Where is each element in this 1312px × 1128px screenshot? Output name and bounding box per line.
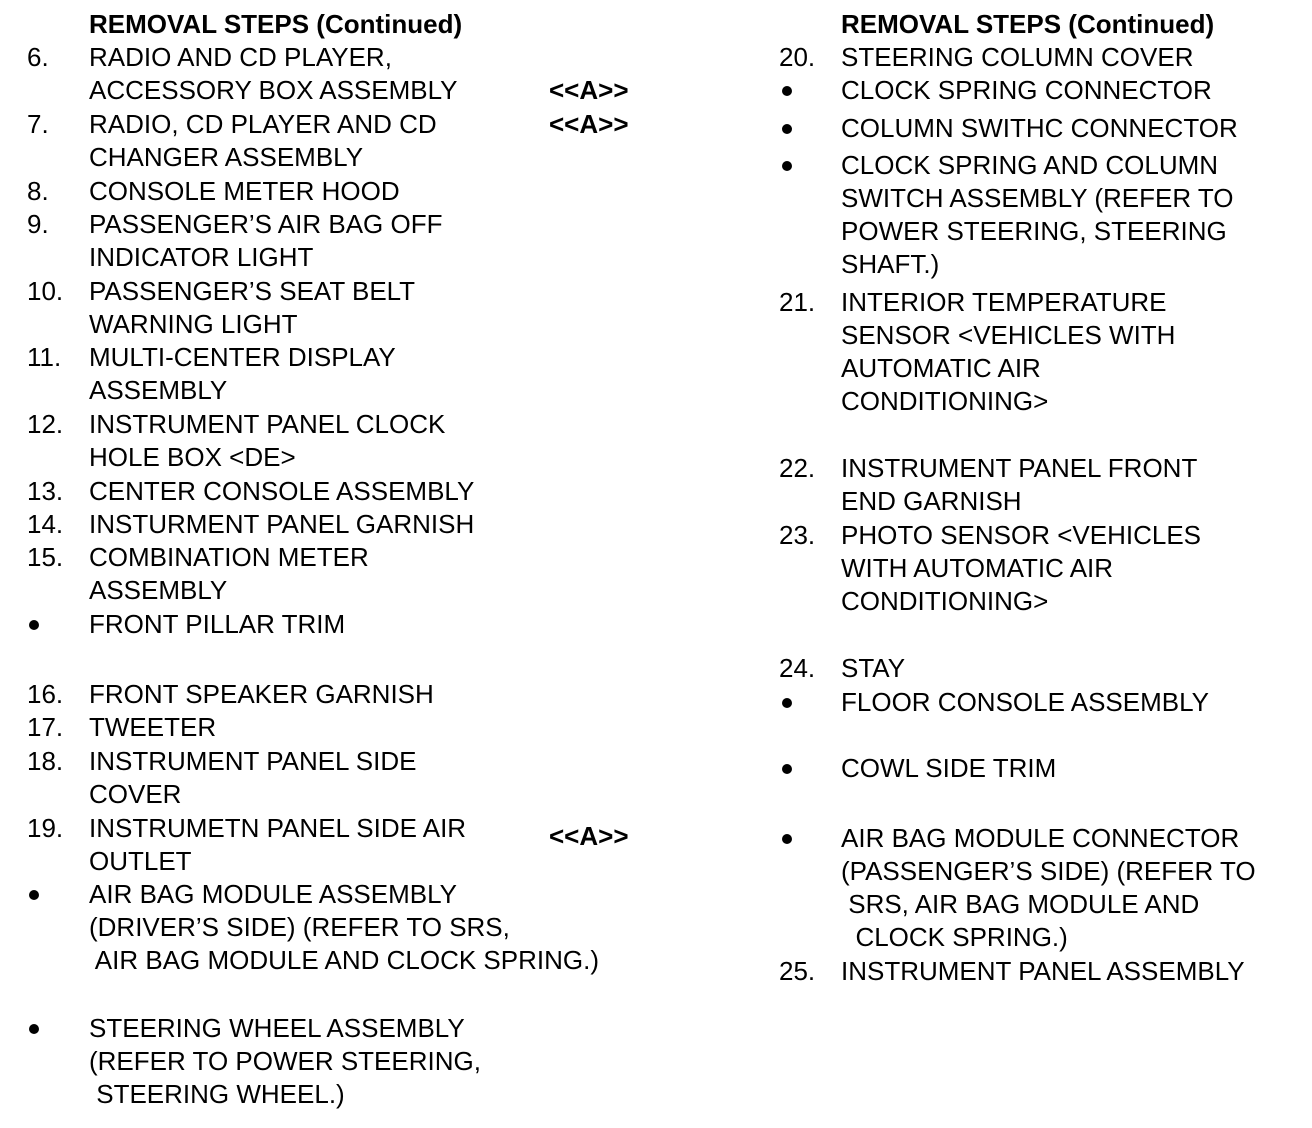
reference-mark: <<A>> — [549, 75, 629, 105]
step-text — [89, 878, 599, 977]
step-text-line: PHOTO SENSOR <VEHICLES — [841, 520, 1202, 550]
step-text-line: STEERING COLUMN COVER — [841, 42, 1194, 72]
step-text-line: ASSEMBLY — [89, 575, 228, 605]
reference-mark: <<A>> — [549, 821, 629, 851]
bullet-icon — [782, 834, 792, 844]
step-text-line: OUTLET — [89, 846, 192, 876]
step-number: 18. — [27, 746, 64, 776]
step-number: 16. — [27, 679, 64, 709]
step-text-line: INSTRUMETN PANEL SIDE AIR — [89, 813, 467, 843]
step-text — [841, 452, 1197, 518]
step-text-line: ASSEMBLY — [89, 375, 228, 405]
step-text — [841, 41, 1194, 74]
step-text-line: SENSOR <VEHICLES WITH — [841, 320, 1176, 350]
step-number: 12. — [27, 409, 64, 439]
step-text-line: (DRIVER’S SIDE) (REFER TO SRS, — [89, 912, 510, 942]
step-text-line: HOLE BOX <DE> — [89, 442, 296, 472]
step-text — [89, 41, 457, 107]
step-text — [841, 686, 1209, 719]
step-text-line: ACCESSORY BOX ASSEMBLY — [89, 75, 458, 105]
step-number: 14. — [27, 509, 64, 539]
step-text-line: INSTURMENT PANEL GARNISH — [89, 509, 475, 539]
step-number: 25. — [779, 956, 816, 986]
step-text-line: SWITCH ASSEMBLY (REFER TO — [841, 183, 1234, 213]
step-text-line: INSTRUMENT PANEL SIDE — [89, 746, 417, 776]
step-text-line: AIR BAG MODULE ASSEMBLY — [89, 879, 457, 909]
step-text-line: AIR BAG MODULE AND CLOCK SPRING.) — [89, 945, 599, 975]
step-text-line: COWL SIDE TRIM — [841, 753, 1057, 783]
step-text — [89, 812, 466, 878]
step-text-line: MULTI-CENTER DISPLAY — [89, 342, 396, 372]
step-text-line: (PASSENGER’S SIDE) (REFER TO — [841, 856, 1256, 886]
step-number: 9. — [27, 209, 49, 239]
step-text — [89, 408, 445, 474]
step-text-line: INSTRUMENT PANEL ASSEMBLY — [841, 956, 1245, 986]
step-number: 15. — [27, 542, 64, 572]
step-number: 22. — [779, 453, 816, 483]
step-number: 19. — [27, 813, 64, 843]
step-number: 13. — [27, 476, 64, 506]
step-text — [841, 652, 905, 685]
step-text-line: STAY — [841, 653, 906, 683]
step-text-line: FLOOR CONSOLE ASSEMBLY — [841, 687, 1209, 717]
step-text-line: INTERIOR TEMPERATURE — [841, 287, 1167, 317]
bullet-icon — [29, 1024, 39, 1034]
step-number: 21. — [779, 287, 816, 317]
step-text-line: AUTOMATIC AIR — [841, 353, 1041, 383]
step-text-line: WITH AUTOMATIC AIR — [841, 553, 1114, 583]
step-text-line: CLOCK SPRING CONNECTOR — [841, 75, 1212, 105]
step-number: 10. — [27, 276, 64, 306]
step-text-line: RADIO AND CD PLAYER, — [89, 42, 392, 72]
step-text — [89, 508, 474, 541]
step-text — [841, 286, 1175, 418]
step-text-line: WARNING LIGHT — [89, 309, 298, 339]
step-text-line: RADIO, CD PLAYER AND CD — [89, 109, 437, 139]
step-text — [89, 1012, 481, 1111]
step-number: 8. — [27, 176, 49, 206]
step-text — [89, 745, 416, 811]
step-number: 7. — [27, 109, 49, 139]
step-number: 24. — [779, 653, 816, 683]
step-number: 23. — [779, 520, 816, 550]
step-text-line: SHAFT.) — [841, 249, 940, 279]
step-text-line: POWER STEERING, STEERING — [841, 216, 1227, 246]
step-text-line: (REFER TO POWER STEERING, — [89, 1046, 481, 1076]
step-text-line: FRONT SPEAKER GARNISH — [89, 679, 434, 709]
step-text — [89, 541, 369, 607]
right-heading: REMOVAL STEPS (Continued) — [841, 9, 1215, 39]
step-text-line: CLOCK SPRING AND COLUMN — [841, 150, 1219, 180]
step-text-line: CLOCK SPRING.) — [841, 922, 1068, 952]
step-number: 11. — [27, 342, 62, 372]
left-heading: REMOVAL STEPS (Continued) — [89, 9, 463, 39]
step-text-line: STEERING WHEEL ASSEMBLY — [89, 1013, 465, 1043]
reference-mark: <<A>> — [549, 109, 629, 139]
step-text — [89, 208, 443, 274]
step-text — [841, 112, 1238, 145]
bullet-icon — [782, 764, 792, 774]
step-text-line: PASSENGER’S SEAT BELT — [89, 276, 416, 306]
step-text-line: CONSOLE METER HOOD — [89, 176, 400, 206]
step-text — [841, 955, 1245, 988]
step-text-line: COLUMN SWITHC CONNECTOR — [841, 113, 1238, 143]
step-text-line: INDICATOR LIGHT — [89, 242, 314, 272]
step-text — [841, 822, 1256, 954]
step-text — [89, 341, 396, 407]
step-text-line: AIR BAG MODULE CONNECTOR — [841, 823, 1240, 853]
step-text-line: COMBINATION METER — [89, 542, 369, 572]
step-text — [841, 519, 1201, 618]
bullet-icon — [29, 890, 39, 900]
step-text — [89, 275, 415, 341]
step-text-line: STEERING WHEEL.) — [89, 1079, 345, 1109]
step-text-line: END GARNISH — [841, 486, 1022, 516]
step-text-line: TWEETER — [89, 712, 217, 742]
bullet-icon — [782, 124, 792, 134]
step-text-line: INSTRUMENT PANEL FRONT — [841, 453, 1198, 483]
step-text — [841, 74, 1212, 107]
step-number: 17. — [27, 712, 64, 742]
step-text-line: COVER — [89, 779, 182, 809]
bullet-icon — [782, 86, 792, 96]
step-text-line: CONDITIONING> — [841, 586, 1049, 616]
bullet-icon — [782, 698, 792, 708]
step-text-line: CHANGER ASSEMBLY — [89, 142, 364, 172]
step-text — [89, 678, 434, 711]
step-text — [89, 608, 345, 641]
step-text-line: FRONT PILLAR TRIM — [89, 609, 346, 639]
step-text-line: INSTRUMENT PANEL CLOCK — [89, 409, 446, 439]
step-text-line: CONDITIONING> — [841, 386, 1049, 416]
bullet-icon — [782, 161, 792, 171]
bullet-icon — [29, 620, 39, 630]
step-text-line: SRS, AIR BAG MODULE AND — [841, 889, 1200, 919]
step-text — [89, 175, 400, 208]
step-text-line: CENTER CONSOLE ASSEMBLY — [89, 476, 475, 506]
step-text — [89, 108, 437, 174]
step-number: 20. — [779, 42, 816, 72]
step-number: 6. — [27, 42, 49, 72]
step-text — [89, 475, 474, 508]
step-text — [841, 752, 1056, 785]
step-text — [841, 149, 1234, 281]
step-text — [89, 711, 216, 744]
step-text-line: PASSENGER’S AIR BAG OFF — [89, 209, 443, 239]
